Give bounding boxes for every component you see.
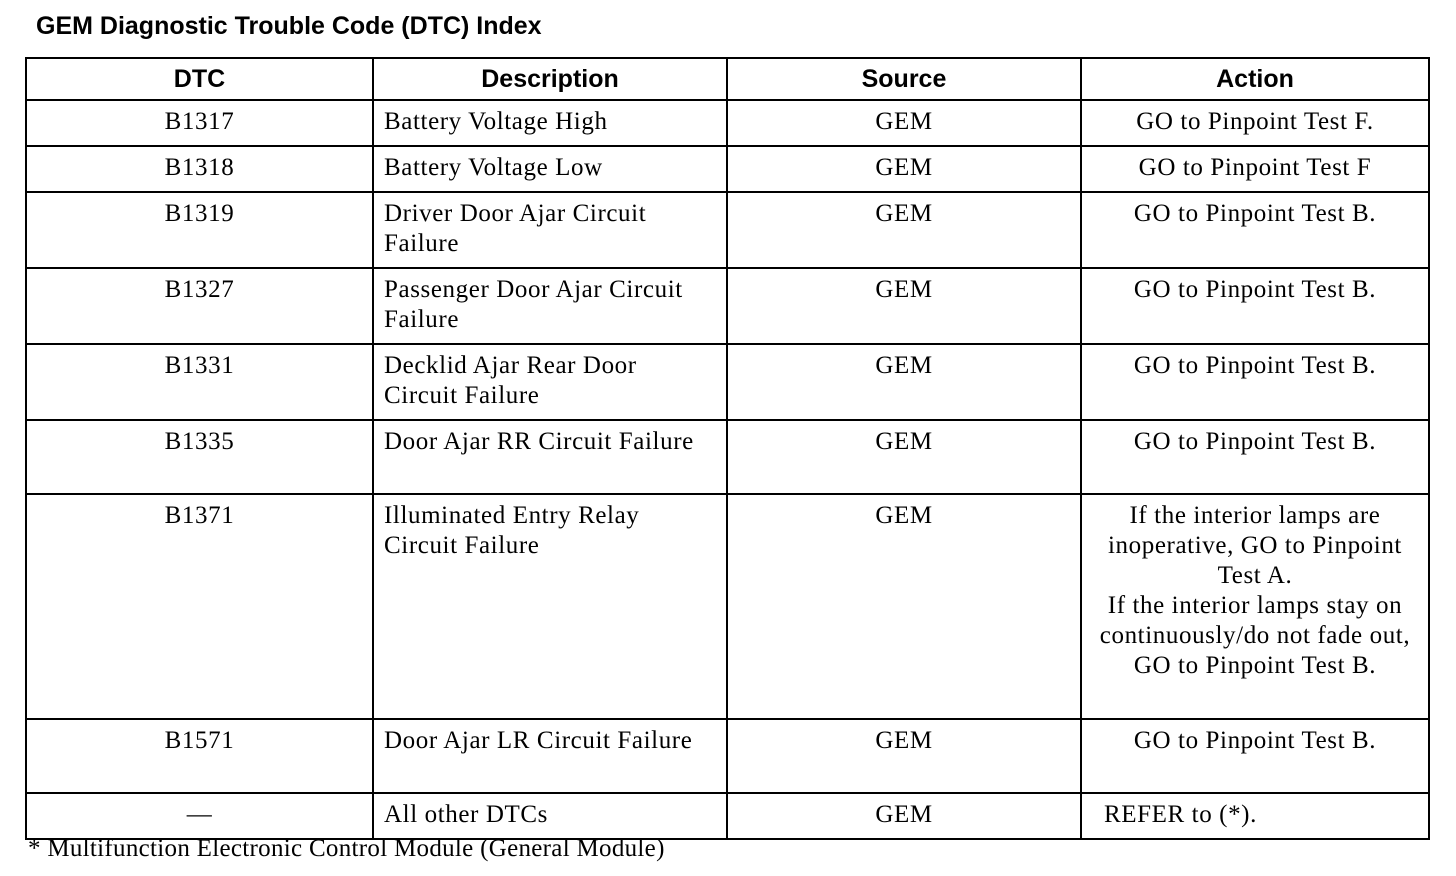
dtc-source: GEM (727, 344, 1081, 420)
dtc-source: GEM (727, 146, 1081, 192)
header-dtc: DTC (26, 58, 373, 100)
dtc-description: Passenger Door Ajar Circuit Failure (373, 268, 727, 344)
dtc-action: GO to Pinpoint Test B. (1081, 344, 1429, 420)
table-row (26, 100, 1429, 146)
table-row (26, 420, 1429, 494)
table-row (26, 146, 1429, 192)
dtc-code: B1335 (26, 420, 373, 494)
dtc-action: REFER to (*). (1081, 793, 1429, 839)
dtc-source: GEM (727, 100, 1081, 146)
dtc-code: B1327 (26, 268, 373, 344)
dtc-index-table (25, 57, 1430, 840)
dtc-action (1081, 494, 1429, 719)
dtc-action: GO to Pinpoint Test F (1081, 146, 1429, 192)
dtc-description: Battery Voltage Low (373, 146, 727, 192)
table-header-row (26, 58, 1429, 100)
dtc-source: GEM (727, 192, 1081, 268)
action-line-stay-on: If the interior lamps stay on continuously/do not fade out, GO to Pinpoint Test B. (1099, 592, 1411, 679)
dtc-description: Decklid Ajar Rear Door Circuit Failure (373, 344, 727, 420)
dtc-description: Illuminated Entry Relay Circuit Failure (373, 494, 727, 719)
table-row (26, 719, 1429, 793)
dtc-source: GEM (727, 494, 1081, 719)
table-row (26, 344, 1429, 420)
dtc-code: — (26, 793, 373, 839)
table-row (26, 192, 1429, 268)
dtc-code: B1571 (26, 719, 373, 793)
action-line-inoperative: If the interior lamps are inoperative, GO to Pinpoint Test A. (1108, 502, 1402, 589)
dtc-code: B1318 (26, 146, 373, 192)
header-description: Description (373, 58, 727, 100)
dtc-code: B1331 (26, 344, 373, 420)
dtc-action: GO to Pinpoint Test B. (1081, 719, 1429, 793)
dtc-action: GO to Pinpoint Test B. (1081, 268, 1429, 344)
dtc-source: GEM (727, 793, 1081, 839)
table-row (26, 494, 1429, 719)
header-action: Action (1081, 58, 1429, 100)
header-source: Source (727, 58, 1081, 100)
dtc-description: Door Ajar RR Circuit Failure (373, 420, 727, 494)
table-row (26, 268, 1429, 344)
dtc-description: Battery Voltage High (373, 100, 727, 146)
dtc-description: All other DTCs (373, 793, 727, 839)
dtc-source: GEM (727, 268, 1081, 344)
dtc-code: B1317 (26, 100, 373, 146)
dtc-code: B1319 (26, 192, 373, 268)
dtc-description: Door Ajar LR Circuit Failure (373, 719, 727, 793)
dtc-action: GO to Pinpoint Test B. (1081, 420, 1429, 494)
dtc-source: GEM (727, 420, 1081, 494)
document-title: GEM Diagnostic Trouble Code (DTC) Index (36, 12, 542, 40)
dtc-action: GO to Pinpoint Test B. (1081, 192, 1429, 268)
dtc-code: B1371 (26, 494, 373, 719)
dtc-action: GO to Pinpoint Test F. (1081, 100, 1429, 146)
footnote: * Multifunction Electronic Control Module (General Module) (28, 835, 665, 862)
dtc-source: GEM (727, 719, 1081, 793)
dtc-description: Driver Door Ajar Circuit Failure (373, 192, 727, 268)
